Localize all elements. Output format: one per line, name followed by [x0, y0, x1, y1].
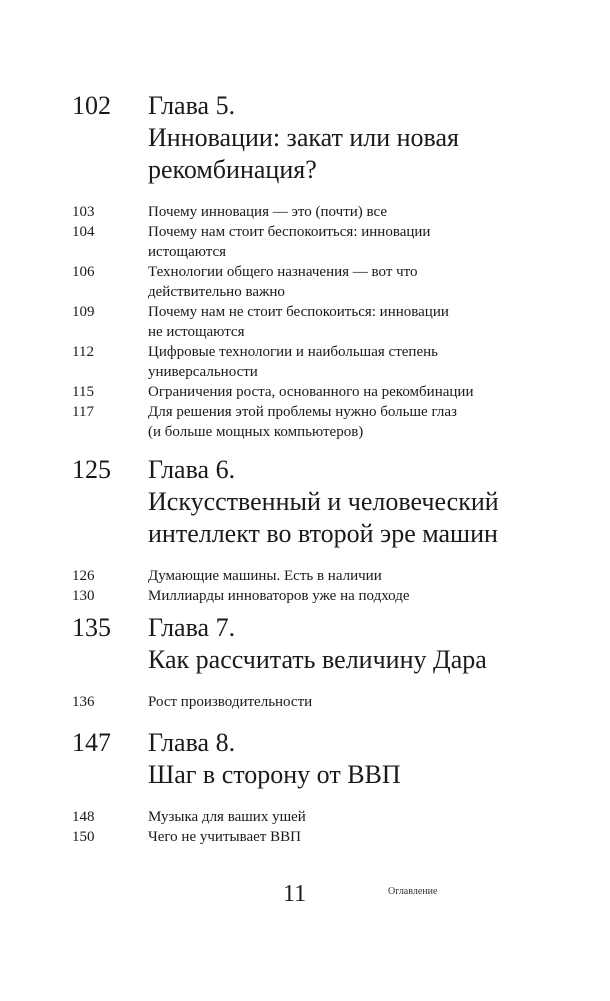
section-page-number: 106: [72, 264, 95, 280]
chapter-title: [148, 727, 401, 791]
chapter-title-line: Инновации: закат или новая: [148, 123, 459, 152]
section-title: [148, 566, 528, 586]
section-entry: [72, 342, 552, 382]
section-page-number: 112: [72, 344, 94, 360]
section-page-number: 103: [72, 204, 95, 220]
chapter-title-line: Шаг в сторону от ВВП: [148, 760, 401, 789]
section-title-line: Ограничения роста, основанного на рекомбинации: [148, 384, 474, 400]
section-title: [148, 202, 528, 222]
chapter-title-line: Как рассчитать величину Дара: [148, 645, 487, 674]
section-title: [148, 262, 528, 302]
section-entry: [72, 202, 552, 222]
chapter-title: [148, 454, 499, 550]
section-title: [148, 342, 528, 382]
section-title: [148, 807, 528, 827]
section-page-number: 109: [72, 304, 95, 320]
section-title: [148, 302, 528, 342]
chapter-label: Глава 8.: [148, 728, 236, 757]
section-entry: [72, 262, 552, 302]
section-title: [148, 692, 528, 712]
section-title-line: истощаются: [148, 244, 227, 260]
section-entry: [72, 586, 552, 606]
chapter-title-line: интеллект во второй эре машин: [148, 519, 498, 548]
section-title-line: Цифровые технологии и наибольшая степень: [148, 344, 438, 360]
section-title: [148, 222, 528, 262]
section-entry: [72, 302, 552, 342]
section-list: [72, 566, 552, 606]
chapter-label: Глава 6.: [148, 455, 236, 484]
chapter-heading: [72, 454, 552, 550]
section-list: [72, 807, 552, 847]
section-title-line: универсальности: [148, 364, 258, 380]
section-title: [148, 402, 528, 442]
chapter-heading: [72, 612, 552, 676]
section-title-line: Для решения этой проблемы нужно больше глаз: [148, 404, 457, 420]
section-entry: [72, 382, 552, 402]
section-page-number: 104: [72, 224, 95, 240]
chapter-label: Глава 5.: [148, 91, 236, 120]
chapter-6: [72, 454, 552, 606]
chapter-heading: [72, 90, 552, 186]
section-title: [148, 586, 528, 606]
section-page-number: 115: [72, 384, 94, 400]
chapter-title: [148, 90, 459, 186]
section-entry: [72, 222, 552, 262]
chapter-title: [148, 612, 487, 676]
section-entry: [72, 827, 552, 847]
section-title: [148, 827, 528, 847]
chapter-title-line: рекомбинация?: [148, 155, 317, 184]
chapter-label: Глава 7.: [148, 613, 236, 642]
section-entry: [72, 692, 552, 712]
chapter-8: [72, 727, 552, 847]
section-page-number: 117: [72, 404, 94, 420]
chapter-page-number: 147: [72, 728, 111, 757]
chapter-title-line: Искусственный и человеческий: [148, 487, 499, 516]
section-entry: [72, 566, 552, 586]
page-number: 11: [283, 881, 307, 907]
section-title-line: Почему инновация — это (почти) все: [148, 204, 388, 220]
chapter-heading: [72, 727, 552, 791]
section-title-line: не истощаются: [148, 324, 245, 340]
section-title-line: Чего не учитывает ВВП: [148, 829, 301, 845]
chapter-5: [72, 90, 552, 442]
section-title-line: Думающие машины. Есть в наличии: [148, 568, 382, 584]
section-entry: [72, 402, 552, 442]
section-title-line: Музыка для ваших ушей: [148, 809, 306, 825]
running-head: Оглавление: [388, 886, 438, 897]
section-title-line: Почему нам не стоит беспокоиться: инновации: [148, 304, 449, 320]
section-list: [72, 202, 552, 442]
section-title-line: Технологии общего назначения — вот что: [148, 264, 418, 280]
chapter-7: [72, 612, 552, 712]
section-page-number: 136: [72, 694, 95, 710]
section-title-line: Почему нам стоит беспокоиться: инновации: [148, 224, 431, 240]
section-entry: [72, 807, 552, 827]
section-page-number: 148: [72, 809, 95, 825]
section-title-line: (и больше мощных компьютеров): [148, 424, 364, 440]
section-page-number: 150: [72, 829, 95, 845]
chapter-page-number: 125: [72, 455, 111, 484]
section-title-line: Рост производительности: [148, 694, 313, 710]
chapter-page-number: 102: [72, 91, 111, 120]
section-page-number: 130: [72, 588, 95, 604]
chapter-page-number: 135: [72, 613, 111, 642]
page-footer: [0, 880, 610, 920]
section-list: [72, 692, 552, 712]
section-title-line: Миллиарды инноваторов уже на подходе: [148, 588, 410, 604]
section-title-line: действительно важно: [148, 284, 285, 300]
section-title: [148, 382, 528, 402]
section-page-number: 126: [72, 568, 95, 584]
